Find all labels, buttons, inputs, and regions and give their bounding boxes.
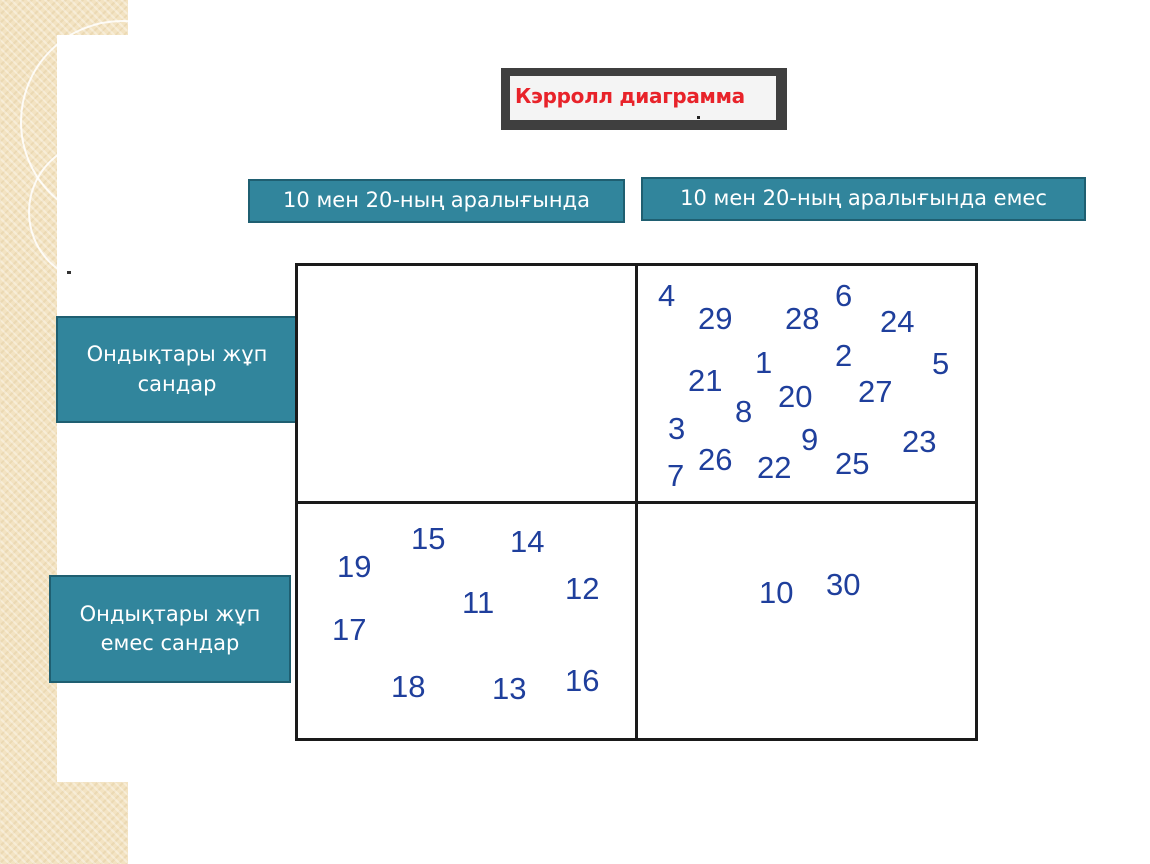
- cell-number: 14: [510, 524, 545, 559]
- cell-number: 7: [667, 458, 685, 493]
- cell-number: 28: [785, 301, 820, 336]
- cell-number: 27: [858, 374, 893, 409]
- cell-number: 13: [492, 671, 527, 706]
- cell-number: 26: [698, 442, 733, 477]
- cell-number: 11: [462, 585, 495, 620]
- cell-number: 23: [902, 424, 937, 459]
- cell-number: 20: [778, 379, 813, 414]
- cell-number: 30: [826, 567, 861, 602]
- cell-number: 16: [565, 663, 600, 698]
- cell-number: 1: [755, 345, 773, 380]
- cell-number: 29: [698, 301, 733, 336]
- cell-number: 19: [337, 549, 372, 584]
- diagram-title: Кэрролл диаграмма: [515, 84, 745, 108]
- cell-number: 18: [391, 669, 426, 704]
- grid-horizontal-divider: [298, 501, 975, 504]
- cell-number: 15: [411, 521, 446, 556]
- cell-number: 5: [932, 346, 950, 381]
- cell-number: 24: [880, 304, 915, 339]
- cell-number: 10: [759, 575, 794, 610]
- column-header-between: 10 мен 20-ның аралығында: [248, 179, 625, 223]
- cell-number: 4: [658, 278, 676, 313]
- title-panel: [510, 76, 776, 120]
- cell-number: 17: [332, 612, 367, 647]
- cell-number: 22: [757, 450, 792, 485]
- cell-number: 2: [835, 338, 853, 373]
- cell-number: 3: [668, 411, 686, 446]
- cell-number: 6: [835, 278, 853, 313]
- row-header-odd-tens: Ондықтары жұп емес сандар: [49, 575, 291, 683]
- column-header-not-between: 10 мен 20-ның аралығында емес: [641, 177, 1086, 221]
- cell-number: 25: [835, 446, 870, 481]
- cell-number: 9: [801, 422, 819, 457]
- cell-number: 12: [565, 571, 600, 606]
- cell-number: 21: [688, 363, 723, 398]
- cell-number: 8: [735, 394, 753, 429]
- row-header-even-tens: Ондықтары жұп сандар: [56, 316, 298, 423]
- title-dot: [697, 116, 700, 119]
- stray-dot: [67, 271, 71, 274]
- title-frame: [501, 68, 787, 130]
